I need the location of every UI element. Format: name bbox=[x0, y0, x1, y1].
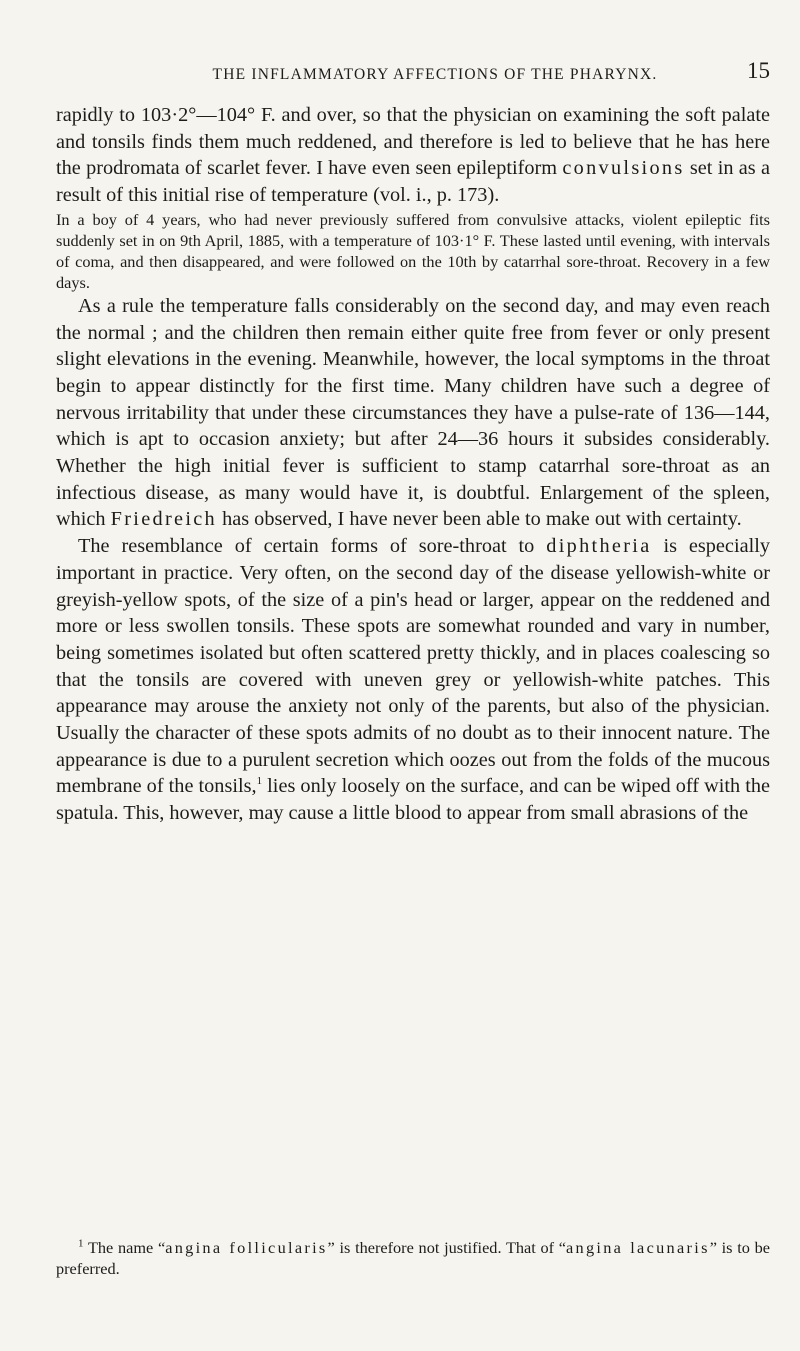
paragraph-2 bbox=[56, 293, 770, 533]
footnote-term-lacunaris: angina lacunaris bbox=[566, 1238, 710, 1257]
paragraph-2-text: As a rule the temperature falls considerably on the second day, and may even reach the normal ; and the children then remain either quite free from fever or only present slight elevations in the evening. Meanwhile, however, the local symptoms in the throat begin to appear distinctly for the first time. Many children have such a degree of nervous irritability that under these circumstances they have a pulse-rate of 136—144, which is apt to occasion anxiety; but after 24—36 hours it subsides considerably. Whether the high initial fever is sufficient to stamp catarrhal sore-throat as an infectious disease, as many would have it, is doubtful. Enlargement of the spleen, which bbox=[56, 294, 770, 531]
paragraph-3-text: is especially important in practice. Very often, on the second day of the disease yellowish-white or greyish-yellow spots, of the size of a pin's head or larger, appear on the reddened and more or less swollen tonsils. These spots are somewhat rounded and vary in number, being sometimes isolated but often scattered pretty thickly, and in places coalescing so that the tonsils are covered with uneven grey or yellowish-white patches. This appearance may arouse the anxiety not only of the parents, but also of the physician. Usually the character of these spots admits of no doubt as to their innocent nature. The appearance is due to a purulent secretion which oozes out from the folds of the mucous membrane of the tonsils, bbox=[56, 535, 770, 798]
footnote-term-follicularis: angina follicularis bbox=[165, 1238, 328, 1257]
spaced-term-convulsions: convulsions bbox=[562, 157, 685, 180]
footnote-text bbox=[56, 1237, 770, 1279]
body-text bbox=[56, 102, 770, 827]
spaced-term-diphtheria: diphtheria bbox=[546, 535, 652, 558]
paragraph-3-start: The resemblance of certain forms of sore-throat to bbox=[78, 535, 535, 558]
paragraph-3-end: lies only loosely on the surface, and can be wiped off with the spatula. This, however, may cause a little blood to appear from small abrasions of the bbox=[56, 775, 770, 825]
footnote-text-end: ” is to be preferred. bbox=[56, 1238, 770, 1278]
running-head: THE INFLAMMATORY AFFECTIONS OF THE PHARYNX. bbox=[212, 66, 658, 83]
footnote-mark: 1 bbox=[78, 1237, 84, 1250]
paragraph-1-end: set in as a result of this initial rise of temperature (vol. i., p. 173). bbox=[56, 157, 770, 207]
paragraph-2-end: has observed, I have never been able to make out with certainty. bbox=[222, 508, 742, 531]
footnote-text-start: The name “ bbox=[87, 1238, 166, 1257]
spaced-term-friedreich: Friedreich bbox=[110, 508, 217, 531]
paragraph-1-text: rapidly to 103·2°—104° F. and over, so that the physician on examining the soft palate and tonsils finds them much reddened, and therefore is led to believe that he has here the prodromata of scarlet fever. I have even seen epileptiform bbox=[56, 104, 770, 180]
paragraph-1 bbox=[56, 102, 770, 209]
page-number: 15 bbox=[747, 58, 770, 83]
footnote bbox=[56, 1237, 770, 1279]
page-header bbox=[100, 58, 770, 90]
case-note: In a boy of 4 years, who had never previously suffered from convulsive attacks, violent epileptic fits suddenly set in on 9th April, 1885, with a temperature of 103·1° F. These lasted until evening, with intervals of coma, and then disappeared, and were followed on the 10th by catarrhal sore-throat. Recovery in a few days. bbox=[56, 209, 770, 292]
footnote-text-mid: ” is therefore not justified. That of “ bbox=[327, 1238, 567, 1257]
paragraph-3 bbox=[56, 533, 770, 827]
footnote-reference: 1 bbox=[256, 775, 263, 788]
